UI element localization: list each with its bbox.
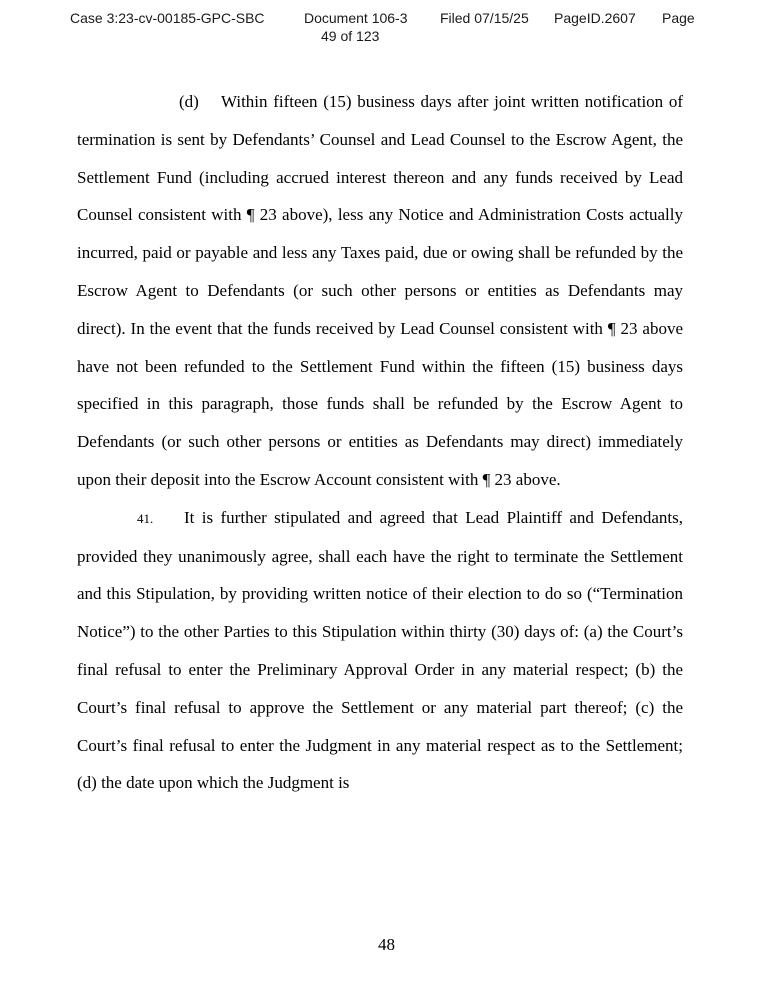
page-label: Page — [662, 10, 695, 26]
filed-date: Filed 07/15/25 — [440, 10, 529, 26]
page-number: 48 — [378, 935, 395, 954]
page-id: PageID.2607 — [554, 10, 636, 26]
case-number: Case 3:23-cv-00185-GPC-SBC — [70, 10, 265, 26]
document-body — [77, 83, 683, 802]
paragraph-d-label: (d) — [179, 92, 199, 111]
paragraph-d — [77, 83, 683, 499]
page-count: 49 of 123 — [321, 28, 380, 44]
document-number: Document 106-3 — [304, 10, 408, 26]
paragraph-41 — [77, 499, 683, 802]
paragraph-41-number: 41. — [137, 510, 154, 526]
court-filing-header — [0, 9, 773, 49]
paragraph-d-text: Within fifteen (15) business days after joint written notification of termination is sent by Defendants’ Counsel and Lead Counsel to the Escrow Agent, the Settlement Fund (including accrued interest thereon and any funds received by Lead Counsel consistent with ¶ 23 above), less any Notice and Administration Costs actually incurred, paid or payable and less any Taxes paid, due or owing shall be refunded by the Escrow Agent to Defendants (or such other persons or entities as Defendants may direct). In the event that the funds received by Lead Counsel consistent with ¶ 23 above have not been refunded to the Settlement Fund within the fifteen (15) business days specified in this paragraph, those funds shall be refunded by the Escrow Agent to Defendants (or such other persons or entities as Defendants may direct) immediately upon their deposit into the Escrow Account consistent with ¶ 23 above. — [77, 92, 683, 489]
paragraph-41-text: It is further stipulated and agreed that Lead Plaintiff and Defendants, provided they unanimously agree, shall each have the right to terminate the Settlement and this Stipulation, by providing written notice of their election to do so (“Termination Notice”) to the other Parties to this Stipulation within thirty (30) days of: (a) the Court’s final refusal to enter the Preliminary Approval Order in any material respect; (b) the Court’s final refusal to approve the Settlement or any material part thereof; (c) the Court’s final refusal to enter the Judgment in any material respect as to the Settlement; (d) the date upon which the Judgment is — [77, 507, 683, 793]
